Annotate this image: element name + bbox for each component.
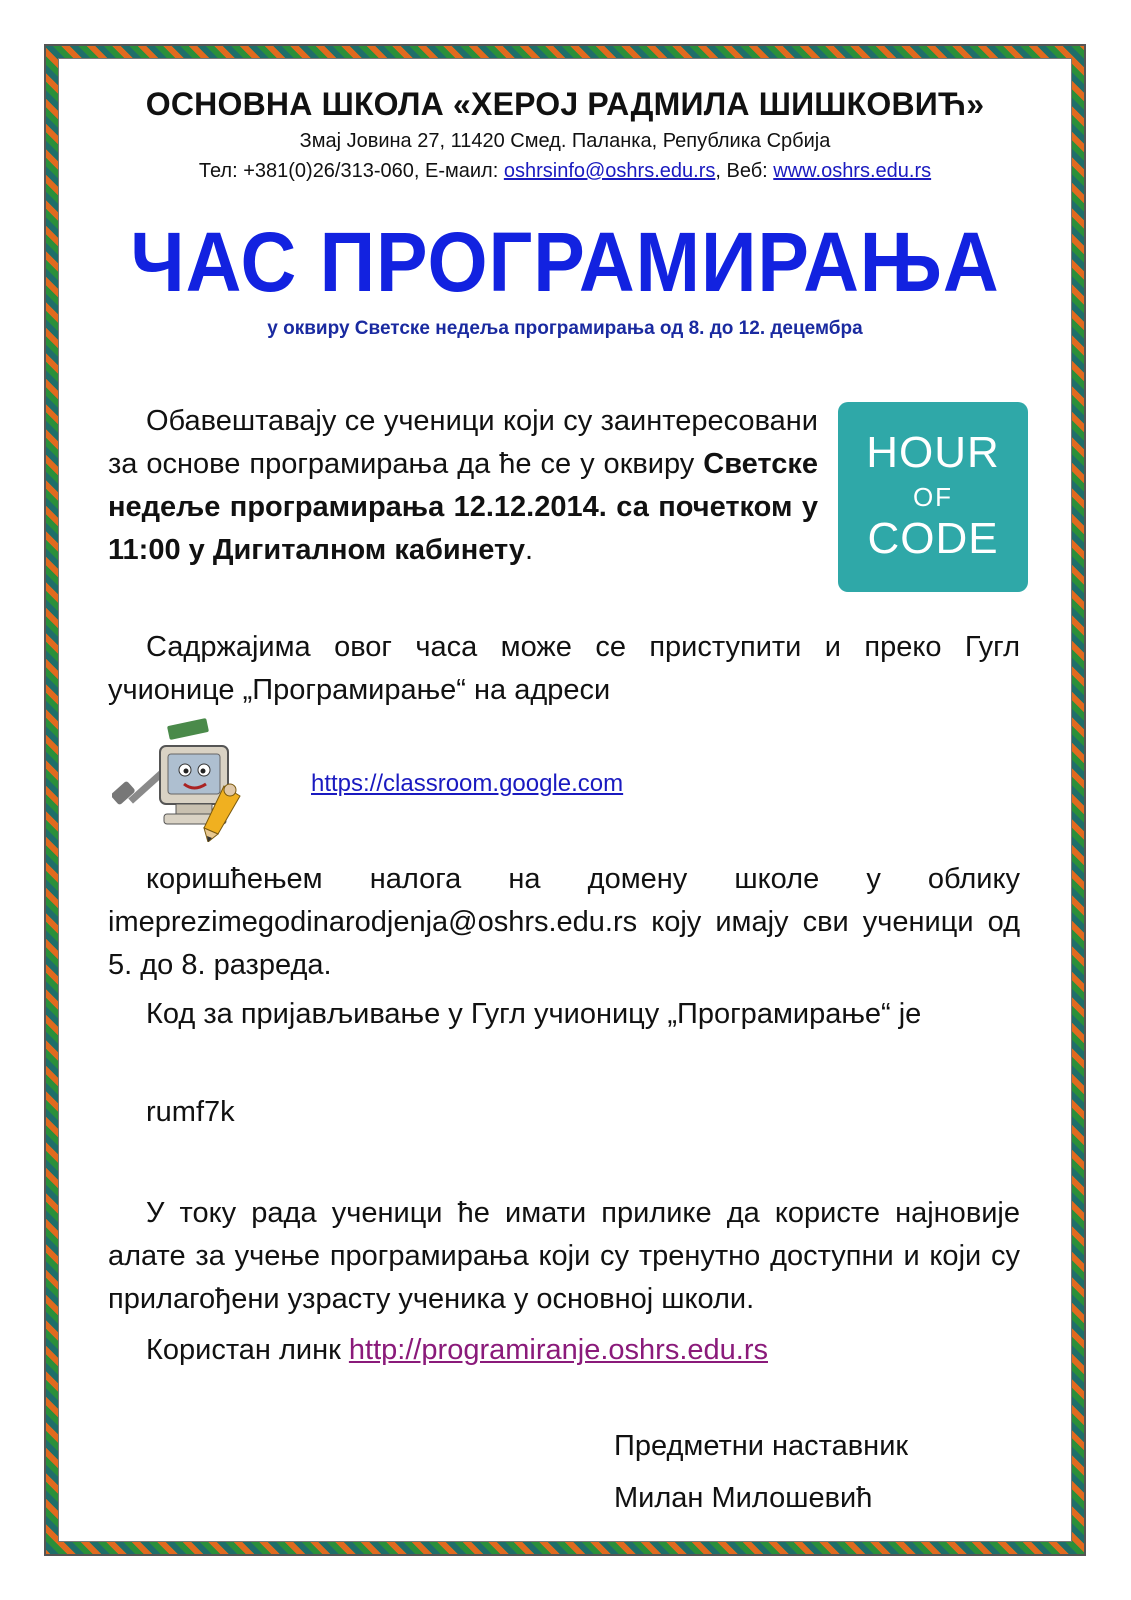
class-code: rumf7k xyxy=(146,1096,235,1128)
phone-text: Тел: +381(0)26/313-060, Е-маил: xyxy=(198,160,504,182)
announcement-text: Обавештавају се ученици који су заинтересовани за основе програмирања да ће се у оквиру xyxy=(108,405,818,480)
hoc-line1: HOUR xyxy=(866,428,1000,477)
hour-of-code-logo xyxy=(838,402,1028,592)
computer-mascot-icon xyxy=(112,716,260,842)
hoc-line2: OF xyxy=(912,482,954,512)
page-title: ЧАС ПРОГРАМИРАЊА xyxy=(130,215,1000,309)
announcement-end: . xyxy=(525,534,534,566)
web-prefix: , Веб: xyxy=(715,160,774,182)
signature-role: Предметни наставник xyxy=(614,1430,909,1462)
page-subtitle: у оквиру Светске недеља програмирања од 8. до 12. децембра xyxy=(267,318,863,339)
useful-link-line xyxy=(146,1334,768,1367)
web-link[interactable]: www.oshrs.edu.rs xyxy=(773,160,932,182)
classroom-link[interactable]: https://classroom.google.com xyxy=(311,770,624,797)
announcement-paragraph xyxy=(108,400,818,572)
announcement-bold: Светске недеље програмирања 12.12.2014. са почетком у 11:00 у Дигиталном кабинету xyxy=(108,448,818,566)
code-intro: Код за пријављивање у Гугл учионицу „Програмирање“ је xyxy=(146,998,922,1030)
useful-link[interactable]: http://programiranje.oshrs.edu.rs xyxy=(348,1334,768,1366)
tools-paragraph: У току рада ученици ће имати прилике да користе најновије алате за учење програмирања који су тренутно доступни и који су прилагођени узрасту ученика у основној школи. xyxy=(108,1197,1020,1315)
classroom-paragraph: Садржајима овог часа може се приступити и преко Гугл учионице „Програмирање“ на адреси xyxy=(108,631,1020,706)
school-contact xyxy=(60,160,1070,183)
useful-link-prefix: Користан линк xyxy=(146,1334,349,1366)
school-address: Змај Јовина 27, 11420 Смед. Паланка, Република Србија xyxy=(299,130,831,152)
hoc-line3: CODE xyxy=(867,514,999,563)
email-link[interactable]: oshrsinfo@oshrs.edu.rs xyxy=(503,160,716,182)
account-paragraph: коришћењем налога на домену школе у облику imeprezimegodinarodjenja@oshrs.edu.rs коју имају сви ученици од 5. до 8. разреда. xyxy=(108,863,1020,981)
school-name: ОСНОВНА ШКОЛА «ХЕРОЈ РАДМИЛА ШИШКОВИЋ» xyxy=(145,86,985,122)
signature-name: Милан Милошевић xyxy=(614,1482,873,1514)
